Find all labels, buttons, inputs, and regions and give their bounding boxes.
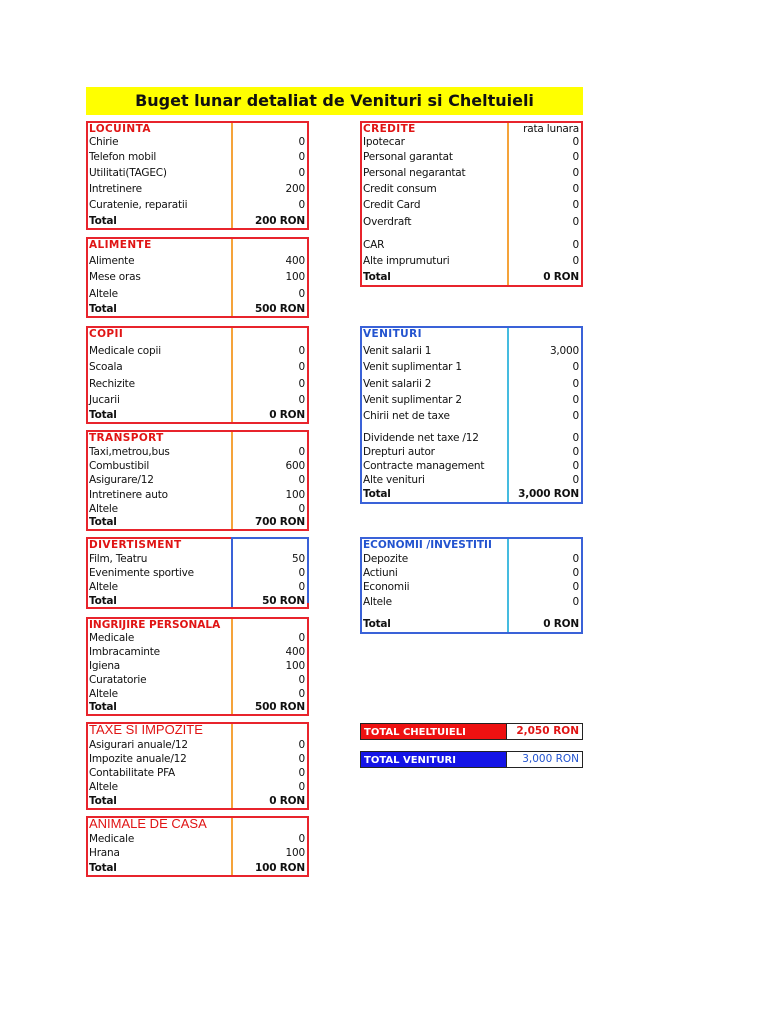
section-alimente [86, 237, 309, 318]
item-value: 0 [572, 432, 579, 444]
item-value: 0 [572, 460, 579, 472]
item-value: 400 [285, 255, 305, 267]
total-venituri-value: 3,000 RON [507, 751, 583, 768]
item-label: Altele [89, 503, 118, 515]
list-item [88, 287, 307, 301]
item-label: Chirie [89, 136, 119, 148]
item-label: Credit Card [363, 199, 421, 211]
item-value: 0 [572, 378, 579, 390]
item-label: Contabilitate PFA [89, 767, 176, 779]
list-item [88, 631, 307, 645]
item-label: CAR [363, 239, 385, 251]
item-value: 0 [298, 632, 305, 644]
item-value: 0 [298, 674, 305, 686]
item-value: 100 [285, 271, 305, 283]
total-row [88, 302, 307, 316]
total-row [362, 270, 581, 284]
list-item [362, 580, 581, 594]
section-title: TRANSPORT [89, 432, 164, 444]
section-header [88, 817, 307, 831]
item-label: Chirii net de taxe [363, 410, 450, 422]
item-value: 0 [298, 288, 305, 300]
list-item [88, 182, 307, 196]
list-item [362, 409, 581, 423]
total-value: 0 RON [269, 409, 305, 421]
section-title: ANIMALE DE CASA [89, 816, 207, 831]
list-item [88, 645, 307, 659]
item-value: 0 [298, 474, 305, 486]
item-value: 0 [572, 136, 579, 148]
section-header [88, 327, 307, 341]
item-label: Venit salarii 1 [363, 345, 432, 357]
item-label: Asigurare/12 [89, 474, 154, 486]
total-value: 700 RON [255, 516, 305, 528]
item-value: 0 [298, 345, 305, 357]
item-value: 0 [298, 581, 305, 593]
item-label: Intretinere [89, 183, 142, 195]
item-value: 50 [292, 553, 305, 565]
list-item [362, 431, 581, 445]
item-label: Mese oras [89, 271, 141, 283]
list-item [362, 254, 581, 268]
item-label: Combustibil [89, 460, 150, 472]
list-item [88, 150, 307, 164]
list-item [88, 135, 307, 149]
list-item [88, 846, 307, 860]
list-item [88, 566, 307, 580]
item-value: 0 [298, 781, 305, 793]
item-value: 0 [572, 361, 579, 373]
section-title: ALIMENTE [89, 239, 152, 251]
list-item [362, 215, 581, 229]
item-label: Medicale copii [89, 345, 161, 357]
item-value: 0 [572, 394, 579, 406]
item-value: 0 [298, 567, 305, 579]
list-item [362, 393, 581, 407]
item-label: Venit suplimentar 1 [363, 361, 462, 373]
list-item [88, 166, 307, 180]
list-item [88, 752, 307, 766]
item-value: 100 [285, 489, 305, 501]
item-label: Contracte management [363, 460, 485, 472]
item-label: Hrana [89, 847, 120, 859]
item-label: Altele [363, 596, 392, 608]
item-label: Dividende net taxe /12 [363, 432, 479, 444]
item-value: 0 [298, 503, 305, 515]
item-label: Jucarii [89, 394, 120, 406]
list-item [362, 344, 581, 358]
total-label: Total [89, 303, 117, 315]
item-label: Igiena [89, 660, 121, 672]
item-value: 0 [298, 767, 305, 779]
section-header [88, 618, 307, 632]
item-value: 0 [298, 167, 305, 179]
section-economii [360, 537, 583, 634]
section-header [362, 327, 581, 341]
section-title: LOCUINTA [89, 123, 151, 135]
item-label: Evenimente sportive [89, 567, 194, 579]
item-label: Overdraft [363, 216, 412, 228]
item-value: 0 [298, 688, 305, 700]
total-label: Total [363, 618, 391, 630]
item-value: 0 [572, 239, 579, 251]
section-header [88, 723, 307, 737]
list-item [362, 377, 581, 391]
item-value: 600 [285, 460, 305, 472]
total-label: Total [89, 862, 117, 874]
item-value: 0 [298, 361, 305, 373]
list-item [88, 473, 307, 487]
item-label: Curatenie, reparatii [89, 199, 188, 211]
item-value: 0 [298, 136, 305, 148]
section-divertisment [86, 537, 309, 609]
section-header [88, 238, 307, 252]
item-value: 0 [298, 151, 305, 163]
section-header [88, 122, 307, 136]
section-header [362, 122, 581, 136]
item-value: 0 [572, 553, 579, 565]
list-item [88, 502, 307, 516]
list-item [88, 832, 307, 846]
item-value: 0 [298, 739, 305, 751]
total-value: 200 RON [255, 215, 305, 227]
item-label: Telefon mobil [89, 151, 157, 163]
list-item [88, 445, 307, 459]
item-value: 200 [285, 183, 305, 195]
item-value: 100 [285, 847, 305, 859]
list-item [88, 270, 307, 284]
item-label: Medicale [89, 632, 135, 644]
item-value: 0 [298, 199, 305, 211]
item-value: 0 [298, 833, 305, 845]
section-title: CREDITE [363, 123, 416, 135]
list-item [88, 459, 307, 473]
total-venituri-label: TOTAL VENITURI [360, 751, 507, 768]
section-title: INGRIJIRE PERSONALA [89, 619, 221, 631]
list-item [88, 393, 307, 407]
item-label: Ipotecar [363, 136, 405, 148]
total-label: Total [89, 701, 117, 713]
total-value: 500 RON [255, 701, 305, 713]
list-item [362, 360, 581, 374]
section-title: COPII [89, 328, 124, 340]
total-row [88, 861, 307, 875]
total-value: 0 RON [543, 271, 579, 283]
list-item [88, 344, 307, 358]
list-item [362, 595, 581, 609]
total-row [88, 515, 307, 529]
item-value: 0 [572, 151, 579, 163]
item-label: Actiuni [363, 567, 398, 579]
list-item [88, 687, 307, 701]
list-item [88, 488, 307, 502]
list-item [362, 182, 581, 196]
total-value: 0 RON [543, 618, 579, 630]
list-item [362, 135, 581, 149]
total-row [362, 487, 581, 501]
item-label: Alimente [89, 255, 135, 267]
item-label: Rechizite [89, 378, 135, 390]
item-value: 0 [572, 567, 579, 579]
list-item [362, 150, 581, 164]
item-value: 0 [572, 183, 579, 195]
total-label: Total [363, 488, 391, 500]
item-label: Altele [89, 581, 118, 593]
item-value: 0 [572, 581, 579, 593]
list-item [88, 738, 307, 752]
item-label: Alte venituri [363, 474, 425, 486]
total-value: 100 RON [255, 862, 305, 874]
item-label: Imbracaminte [89, 646, 160, 658]
item-label: Personal garantat [363, 151, 453, 163]
item-label: Scoala [89, 361, 123, 373]
section-header [88, 431, 307, 445]
total-value: 3,000 RON [518, 488, 579, 500]
list-item [362, 566, 581, 580]
section-header [362, 538, 581, 552]
item-value: 100 [285, 660, 305, 672]
section-copii [86, 326, 309, 424]
item-label: Utilitati(TAGEC) [89, 167, 167, 179]
list-item [88, 360, 307, 374]
section-locuinta [86, 121, 309, 230]
section-header [88, 538, 307, 552]
item-label: Altele [89, 781, 118, 793]
total-label: Total [89, 595, 117, 607]
item-value: 0 [298, 753, 305, 765]
item-value: 0 [572, 474, 579, 486]
list-item [88, 780, 307, 794]
list-item [88, 659, 307, 673]
item-label: Altele [89, 688, 118, 700]
total-label: Total [89, 215, 117, 227]
list-item [362, 238, 581, 252]
item-label: Drepturi autor [363, 446, 435, 458]
section-title: VENITURI [363, 328, 422, 340]
item-label: Intretinere auto [89, 489, 168, 501]
section-transport [86, 430, 309, 531]
item-label: Personal negarantat [363, 167, 466, 179]
total-row [88, 794, 307, 808]
item-label: Venit suplimentar 2 [363, 394, 462, 406]
item-value: 0 [572, 410, 579, 422]
section-title: DIVERTISMENT [89, 539, 182, 551]
item-value: 0 [572, 446, 579, 458]
item-value: 0 [298, 394, 305, 406]
total-row [88, 594, 307, 608]
total-row [88, 214, 307, 228]
total-value: 50 RON [262, 595, 305, 607]
item-label: Credit consum [363, 183, 437, 195]
section-venituri [360, 326, 583, 504]
item-label: Curatatorie [89, 674, 147, 686]
item-label: Depozite [363, 553, 409, 565]
total-row [88, 408, 307, 422]
page-title: Buget lunar detaliat de Venituri si Cheltuieli [86, 87, 583, 115]
item-label: Medicale [89, 833, 135, 845]
list-item [362, 166, 581, 180]
total-label: Total [89, 516, 117, 528]
list-item [362, 198, 581, 212]
total-cheltuieli-value: 2,050 RON [507, 723, 583, 740]
total-label: Total [89, 795, 117, 807]
total-label: Total [363, 271, 391, 283]
item-label: Impozite anuale/12 [89, 753, 187, 765]
list-item [362, 445, 581, 459]
list-item [88, 673, 307, 687]
item-label: Venit salarii 2 [363, 378, 432, 390]
list-item [88, 552, 307, 566]
total-row [362, 617, 581, 631]
total-cheltuieli-label: TOTAL CHELTUIELI [360, 723, 507, 740]
item-label: Taxi,metrou,bus [89, 446, 170, 458]
section-ingrijire-personala [86, 617, 309, 716]
section-taxe-impozite [86, 722, 309, 810]
total-value: 0 RON [269, 795, 305, 807]
item-value: 0 [298, 446, 305, 458]
total-row [88, 700, 307, 714]
list-item [88, 766, 307, 780]
list-item [362, 473, 581, 487]
list-item [88, 254, 307, 268]
item-value: 0 [298, 378, 305, 390]
border-accent [307, 537, 309, 603]
list-item [362, 459, 581, 473]
section-title: TAXE SI IMPOZITE [89, 722, 203, 737]
item-value: 0 [572, 199, 579, 211]
list-item [362, 552, 581, 566]
item-label: Film, Teatru [89, 553, 148, 565]
total-value: 500 RON [255, 303, 305, 315]
list-item [88, 580, 307, 594]
item-value: 400 [285, 646, 305, 658]
section-animale [86, 816, 309, 877]
item-value: 3,000 [549, 345, 579, 357]
list-item [88, 377, 307, 391]
list-item [88, 198, 307, 212]
item-label: Economii [363, 581, 410, 593]
section-title: ECONOMII /INVESTITII [363, 539, 492, 551]
item-value: 0 [572, 216, 579, 228]
section-credite [360, 121, 583, 287]
item-value: 0 [572, 167, 579, 179]
item-value: 0 [572, 596, 579, 608]
item-label: Asigurari anuale/12 [89, 739, 188, 751]
item-label: Alte imprumuturi [363, 255, 450, 267]
total-label: Total [89, 409, 117, 421]
item-label: Altele [89, 288, 118, 300]
column-header: rata lunara [523, 123, 579, 135]
item-value: 0 [572, 255, 579, 267]
